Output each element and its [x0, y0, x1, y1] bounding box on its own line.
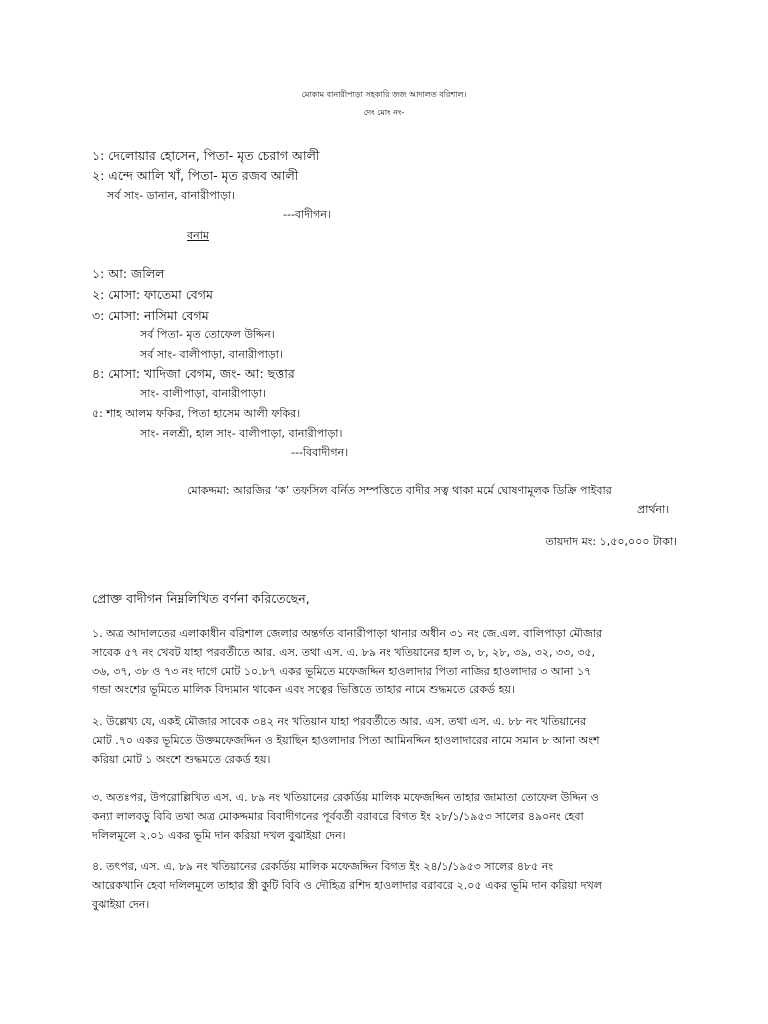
versus-heading: বনাম [187, 229, 209, 242]
paragraph-line: বুঝাইয়া দেন। [92, 898, 150, 911]
suit-description-end: প্রার্থনা। [637, 503, 670, 516]
intro-statement: প্রোক্ত বাদীগন নিম্নলিখিত বর্ণনা করিতেছেন, [92, 591, 310, 606]
paragraph-line: ৪. তৎপর, এস. এ. ৮৯ নং খতিয়ানের রেকর্ডিয় মালিক মফেজদ্দিন বিগত ইং ২৪/১/১৯৫৩ সালের ৪৮৫ নং [92, 860, 554, 873]
defendant-5: ৫: শাহ আলম ফকির, পিতা হাসেম আলী ফকির। [92, 407, 301, 420]
defendant-5-address: সাং- নলশ্রী, হাল সাং- বালীপাড়া, বানারীপাড়া। [140, 427, 343, 440]
defendant-1: ১: আ: জলিল [92, 266, 165, 281]
case-number-line: দেং মোং নং- [363, 108, 405, 117]
paragraph-line: কন্যা লালবড়ু বিবি তথা অত্র মোকদ্দমার বিবাদীগনের পূর্ববর্তী বরাবরে বিগত ইং ২৮/১/১৯৫৩ সালের ৪৯০নং হেবা [92, 810, 584, 823]
paragraph-line: আরেকখানি হেবা দলিলমূলে তাহার স্ত্রী কুটি বিবি ও দৌহিত্র রশিদ হাওলাদার বরাবরে ২.০৫ একর ভূমি দান করিয়া দখল [92, 879, 602, 892]
plaintiff-1: ১: দেলোয়ার হোসেন, পিতা- মৃত চেরাগ আলী [92, 148, 320, 163]
defendant-3: ৩: মোসা: নাসিমা বেগম [92, 308, 209, 323]
paragraph-line: করিয়া মোট ১ অংশে শুদ্ধমতে রেকর্ড হয়। [92, 753, 271, 766]
suit-valuation: তায়দাদ মং: ১,৫০,০০০ টাকা। [545, 535, 677, 548]
defendant-4: ৪: মোসা: খাদিজা বেগম, জং- আ: ছত্তার [92, 366, 295, 381]
defendants-father: সর্ব পিতা- মৃত তোফেল উদ্দিন। [140, 328, 275, 341]
suit-description: মোকদ্দমা: আরজির ‘ক’ তফসিল বর্নিত সম্পত্তিতে বাদীর সত্ব থাকা মর্মে ঘোষণামূলক ডিক্রি পাইবার [187, 484, 612, 497]
paragraph-line: দলিলমূলে ২.০১ একর ভূমি দান করিয়া দখল বুঝাইয়া দেন। [92, 829, 346, 842]
paragraph-line: ৩. অতঃপর, উপরোল্লিখিত এস. এ. ৮৯ নং খতিয়ানের রেকর্ডিয় মালিক মফেজদ্দিন তাহার জামাতা তোফেল উদ্দিন ও [92, 791, 599, 804]
defendants-role-label: ---বিবাদীগন। [291, 446, 349, 459]
paragraph-line: ৩৬, ৩৭, ৩৮ ও ৭৩ নং দাগে মোট ১০.৮৭ একর ভূমিতে মফেজদ্দিন হাওলাদার পিতা নাজির হাওলাদার ৩ আনা ১৭ [92, 665, 592, 678]
court-heading: মোকাম বানারীপাড়া সহকারি জজ আদালত বরিশাল। [301, 90, 467, 99]
paragraph-line: সাবেক ৫৭ নং খেবট যাহা পরবর্তীতে আর. এস. তথা এস. এ. ৮৯ নং খতিয়ানের হাল ৩, ৮, ২৮, ৩৯, ৩২, ৩৩, ৩৫, [92, 646, 596, 659]
defendant-2: ২: মোসা: ফাতেমা বেগম [92, 287, 213, 302]
defendants-address: সর্ব সাং- বালীপাড়া, বানারীপাড়া। [140, 348, 283, 361]
plaintiffs-address: সর্ব সাং- ডানান, বানারীপাড়া। [107, 189, 236, 202]
paragraph-line: মোট .৭০ একর ভূমিতে উক্তমফেজদ্দিন ও ইয়াছিন হাওলাদার পিতা আমিনদ্দিন হাওলাদারের নামে সমান ৮ আনা অংশ [92, 734, 600, 747]
paragraph-line: ১. অত্র আদালতের এলাকাধীন বরিশাল জেলার অন্তর্গত বানারীপাড়া থানার অধীন ৩১ নং জে.এল. বালিপাড়া মৌজার [92, 627, 603, 640]
defendant-4-address: সাং- বালীপাড়া, বানারীপাড়া। [140, 387, 266, 400]
paragraph-line: গন্ডা অংশের ভূমিতে মালিক বিদ্যমান থাকেন এবং সত্বের ভিত্তিতে তাহার নামে শুদ্ধমতে রেকর্ড হয়। [92, 683, 515, 696]
plaintiffs-role-label: ---বাদীগন। [283, 208, 331, 221]
plaintiff-2: ২: এন্দে আলি খাঁ, পিতা- মৃত রজব আলী [92, 168, 299, 183]
paragraph-line: ২. উল্লেখ্য যে, একই মৌজার সাবেক ৩৪২ নং খতিয়ান যাহা পরবর্তীতে আর. এস. তথা এস. এ. ৮৮ নং খতিয়ানের [92, 715, 587, 728]
